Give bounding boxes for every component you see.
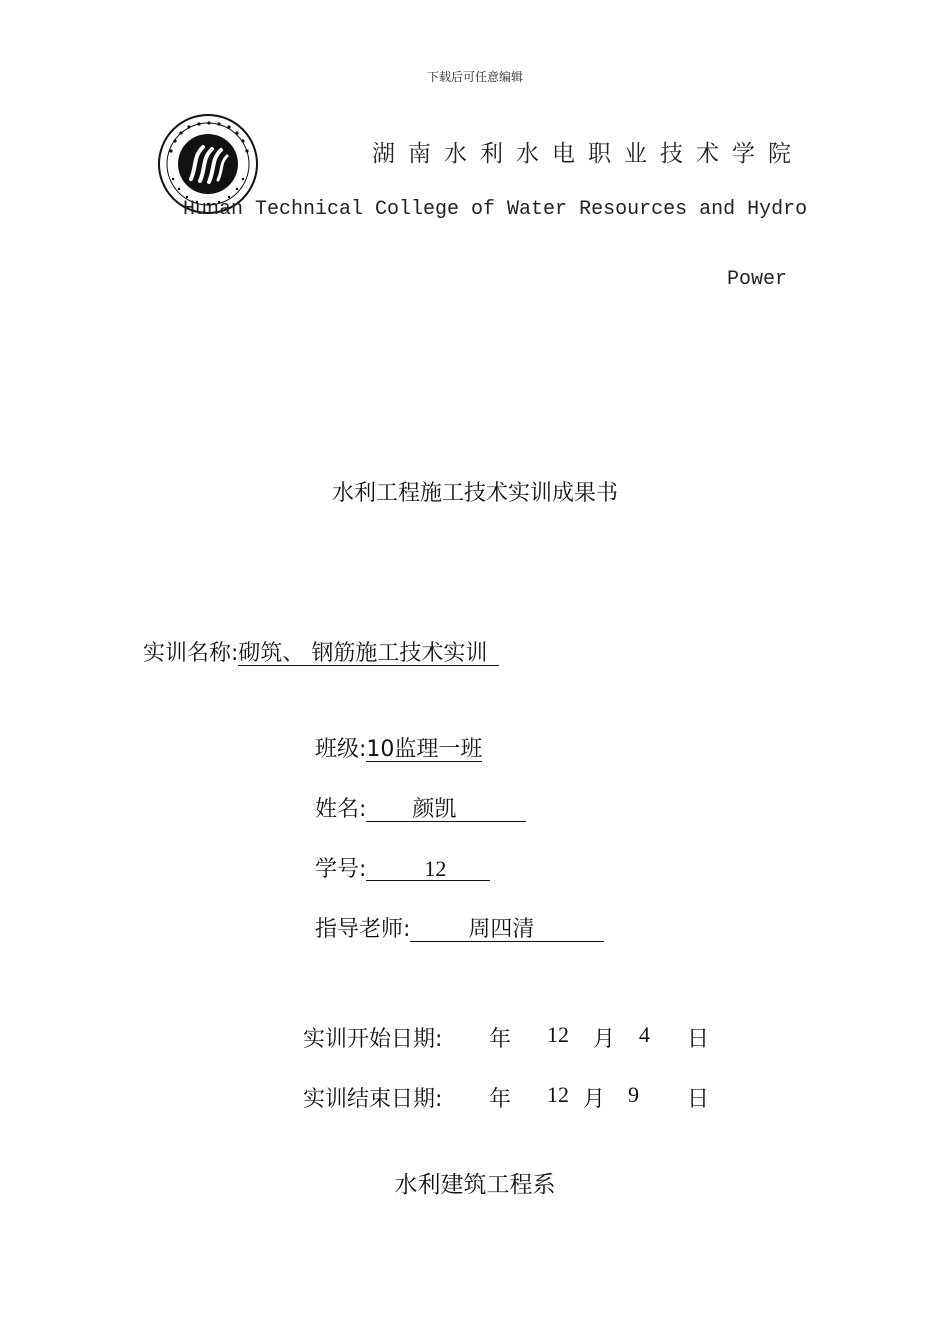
- start-day: 4: [639, 1022, 650, 1047]
- student-id-label: 学号:: [315, 857, 367, 882]
- end-month: 12: [547, 1082, 569, 1107]
- start-day-unit: 日: [687, 1027, 710, 1052]
- header-note: 下载后可任意编辑: [426, 70, 523, 84]
- student-name-label: 姓名:: [315, 797, 367, 822]
- student-name-row: [315, 792, 526, 823]
- start-date-label: 实训开始日期:: [303, 1027, 443, 1052]
- training-name-label: 实训名称:: [143, 641, 239, 666]
- start-date-row: [303, 1022, 723, 1052]
- student-id-row: [315, 852, 490, 883]
- student-name-value: 颜凯: [366, 798, 526, 822]
- end-month-unit: 月: [583, 1087, 606, 1112]
- end-day-unit: 日: [687, 1087, 710, 1112]
- end-date-label: 实训结束日期:: [303, 1087, 443, 1112]
- college-name-cn: 湖南水利水电职业技术学院: [372, 141, 804, 167]
- college-name-en-line1: Hunan Technical College of Water Resources and Hydro: [183, 198, 808, 221]
- department-name: 水利建筑工程系: [394, 1172, 556, 1198]
- start-month-unit: 月: [593, 1027, 616, 1052]
- start-year-unit: 年: [489, 1027, 512, 1052]
- advisor-label: 指导老师:: [315, 917, 411, 942]
- class-row: [315, 732, 482, 763]
- class-value: 10监理一班: [366, 737, 483, 762]
- advisor-row: [315, 912, 604, 943]
- student-id-value: 12: [366, 857, 490, 881]
- start-month: 12: [547, 1022, 569, 1047]
- training-name-row: [143, 636, 499, 667]
- college-name-en-line2: Power: [726, 268, 787, 291]
- document-title: 水利工程施工技术实训成果书: [331, 481, 618, 506]
- advisor-value: 周四清: [410, 918, 604, 942]
- end-day: 9: [628, 1082, 639, 1107]
- class-label: 班级:: [315, 737, 367, 762]
- end-year-unit: 年: [489, 1087, 512, 1112]
- training-name-value: 砌筑、 钢筋施工技术实训: [238, 642, 499, 666]
- end-date-row: [303, 1082, 723, 1112]
